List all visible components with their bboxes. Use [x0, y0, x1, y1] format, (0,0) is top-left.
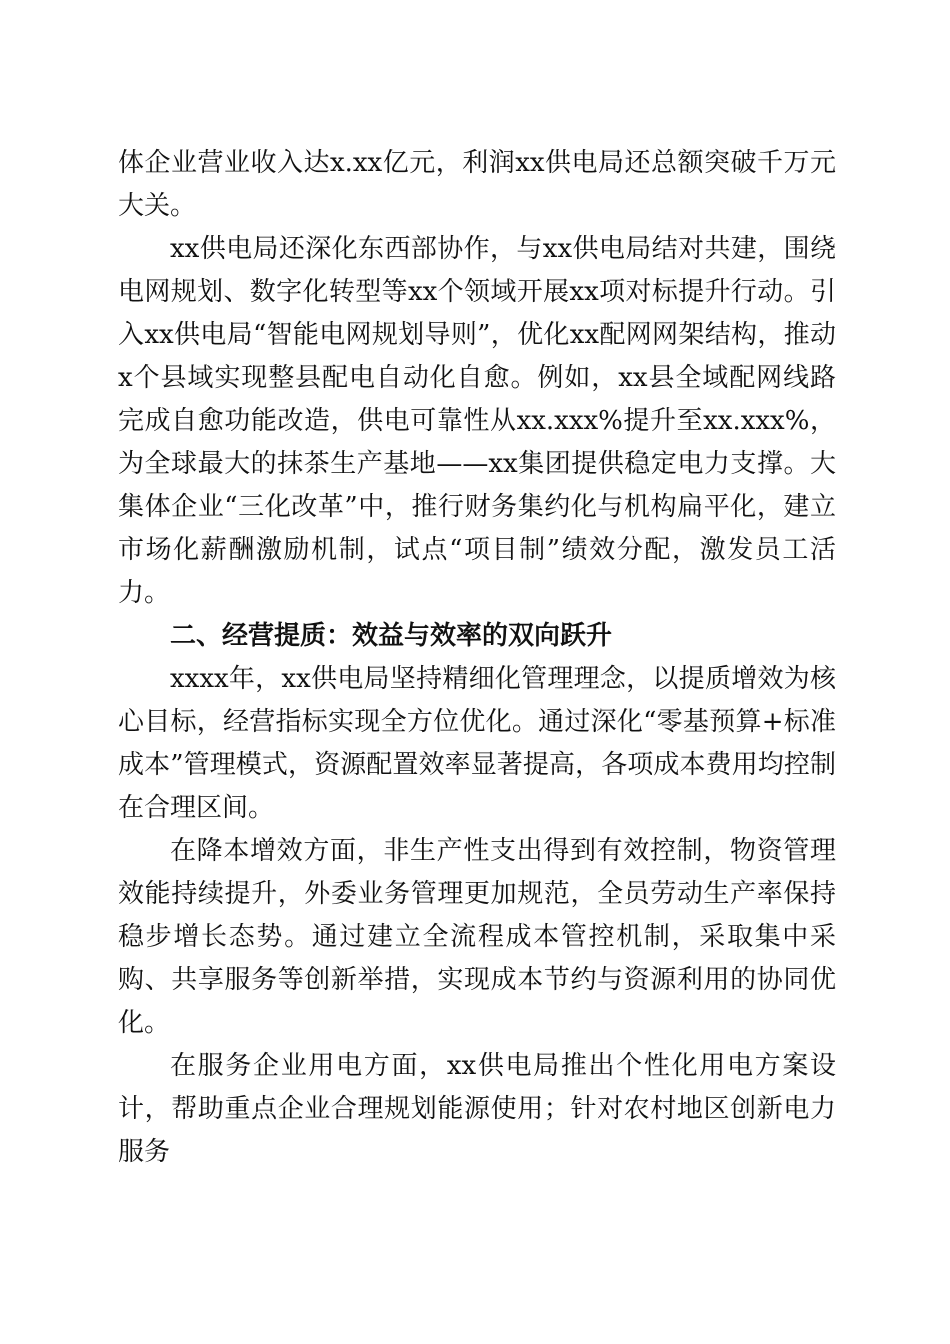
- section-heading: 二、经营提质：效益与效率的双向跃升: [170, 621, 613, 651]
- document-body: [118, 142, 836, 1174]
- paragraph-east-west-cooperation: xx供电局还深化东西部协作，与xx供电局结对共建，围绕电网规划、数字化转型等xx个领域开展xx项对标提升行动。引入xx供电局“智能电网规划导则”，优化xx配网网架结构，推动x个县域实现整县配电自动化自愈。例如，xx县全域配网线路完成自愈功能改造，供电可靠性从xx.xxx%提升至xx.xxx%，为全球最大的抹茶生产基地——xx集团提供稳定电力支撑。大集体企业“三化改革”中，推行财务集约化与机构扁平化，建立市场化薪酬激励机制，试点“项目制”绩效分配，激发员工活力。: [118, 234, 836, 608]
- paragraph-cost-reduction: 在降本增效方面，非生产性支出得到有效控制，物资管理效能持续提升，外委业务管理更加规范，全员劳动生产率保持稳步增长态势。通过建立全流程成本管控机制，采取集中采购、共享服务等创新举措，实现成本节约与资源利用的协同优化。: [118, 836, 836, 1038]
- paragraph-fine-management: xxxx年，xx供电局坚持精细化管理理念，以提质增效为核心目标，经营指标实现全方位优化。通过深化“零基预算+标准成本”管理模式，资源配置效率显著提高，各项成本费用均控制在合理区间。: [118, 664, 836, 823]
- paragraph-continuation: 体企业营业收入达x.xx亿元，利润xx供电局还总额突破千万元大关。: [118, 148, 836, 221]
- paragraph-enterprise-service: 在服务企业用电方面，xx供电局推出个性化用电方案设计，帮助重点企业合理规划能源使用；针对农村地区创新电力服务: [118, 1051, 836, 1167]
